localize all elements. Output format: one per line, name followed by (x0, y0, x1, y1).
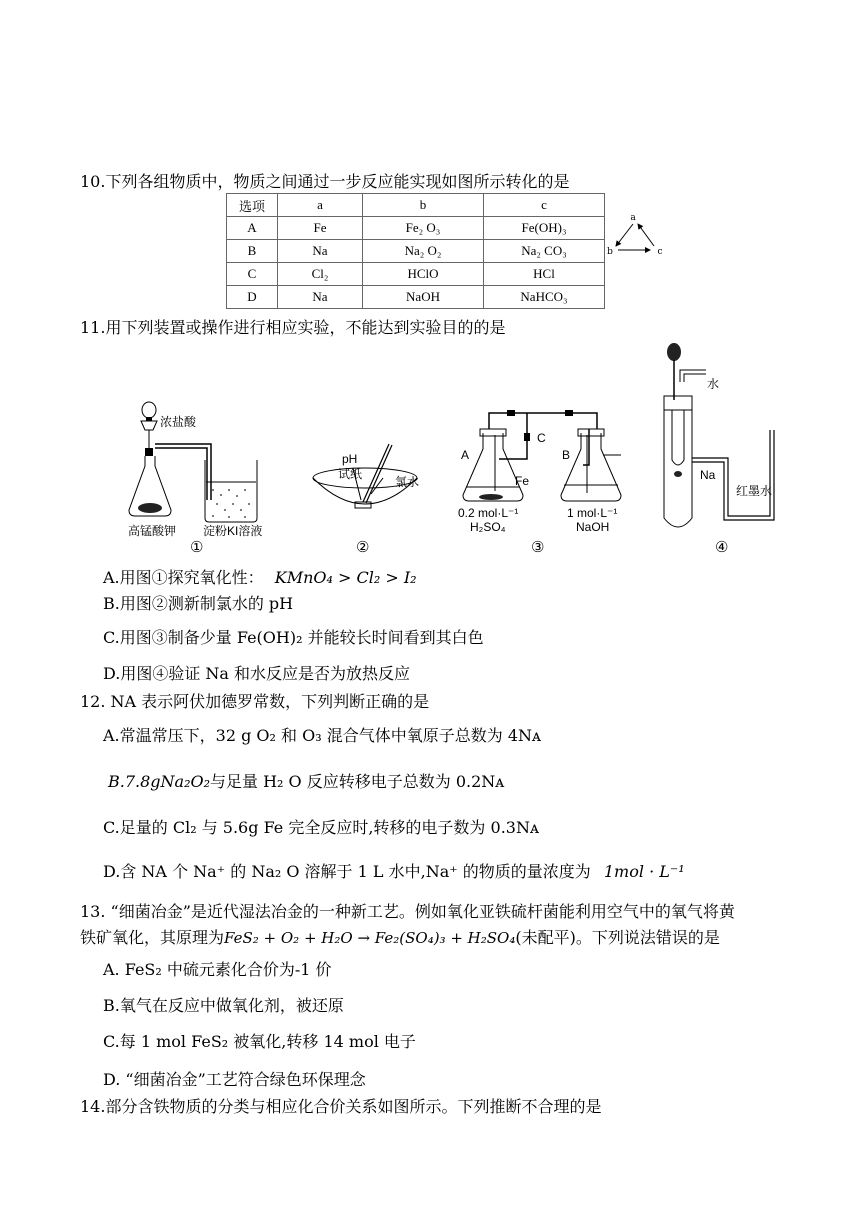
fig3-label-a: A (461, 448, 470, 462)
table-cell: Na₂ CO₃ (484, 240, 605, 263)
q10-options-table (226, 193, 605, 309)
fig4-label-water: 水 (707, 377, 720, 391)
q11-stem: 11.用下列装置或操作进行相应实验，不能达到实验目的的是 (80, 318, 506, 337)
q11-option-a-math: KMnO₄ > Cl₂ > I₂ (274, 568, 417, 587)
q13-option-d: D. “细菌冶金”工艺符合绿色环保理念 (103, 1070, 366, 1089)
q11-option-b: B.用图②测新制氯水的 pH (103, 594, 294, 613)
apparatus-figure-3 (455, 405, 630, 505)
q11-option-a-text: A.用图①探究氧化性： (103, 568, 264, 587)
q11-option-c: C.用图③制备少量 Fe(OH)₂ 并能较长时间看到其白色 (103, 628, 484, 647)
q13-equation: FeS₂ + O₂ + H₂O → Fe₂(SO₄)₃ + H₂SO₄ (224, 929, 516, 947)
q12-option-d-math: 1mol · L⁻¹ (603, 862, 685, 881)
table-row (227, 217, 605, 240)
table-cell: B (227, 240, 278, 263)
node-c: c (657, 247, 663, 257)
table-cell: C (227, 263, 278, 286)
fig3-label-c: C (537, 431, 546, 445)
table-cell: Fe(OH)₃ (484, 217, 605, 240)
fig2-label-chlorine-water: 氯水 (395, 475, 420, 489)
fig4-label-ink: 红墨水 (736, 484, 773, 498)
fig2-number: ② (356, 538, 370, 556)
table-row (227, 240, 605, 263)
q12-option-c: C.足量的 Cl₂ 与 5.6g Fe 完全反应时,转移的电子数为 0.3Nᴀ (103, 818, 540, 837)
fig3-label-left-acid: H₂SO₄ (470, 520, 506, 534)
q13-option-c: C.每 1 mol FeS₂ 被氧化,转移 14 mol 电子 (103, 1032, 416, 1051)
table-row (227, 263, 605, 286)
q12-option-d (103, 862, 685, 882)
q14-stem: 14.部分含铁物质的分类与相应化合价关系如图所示。下列推断不合理的是 (80, 1097, 602, 1116)
q13-stem-tail: (未配平)。下列说法错误的是 (515, 928, 720, 947)
table-header-row (227, 194, 605, 217)
table-header: a (278, 194, 363, 217)
fig2-label-paper: 试纸 (338, 467, 363, 481)
q11-option-d: D.用图④验证 Na 和水反应是否为放热反应 (103, 664, 411, 683)
fig1-number: ① (190, 538, 204, 556)
q12-option-b-text: 与足量 H₂ O 反应转移电子总数为 0.2Nᴀ (210, 772, 505, 791)
table-cell: NaHCO₃ (484, 286, 605, 309)
table-header: c (484, 194, 605, 217)
apparatus-figure-4 (650, 340, 790, 540)
fig1-label-kmno4: 高锰酸钾 (128, 524, 177, 538)
table-cell: Fe₂ O₃ (363, 217, 484, 240)
fig4-number: ④ (715, 538, 729, 556)
table-cell: Cl₂ (278, 263, 363, 286)
q12-option-b-math: B.7.8gNa₂O₂ (108, 772, 211, 791)
q13-option-b: B.氧气在反应中做氧化剂，被还原 (103, 996, 344, 1015)
q12-option-b (108, 772, 504, 792)
table-header: b (363, 194, 484, 217)
table-cell: A (227, 217, 278, 240)
q13-stem-line2 (80, 928, 720, 948)
fig3-label-b: B (562, 448, 571, 462)
q12-option-a: A.常温常压下，32 g O₂ 和 O₃ 混合气体中氧原子总数为 4Nᴀ (103, 726, 542, 745)
table-cell: HClO (363, 263, 484, 286)
fig3-number: ③ (531, 538, 545, 556)
q13-stem-text: 铁矿氧化，其原理为 (80, 928, 225, 947)
table-cell: Na (278, 286, 363, 309)
apparatus-figure-1 (125, 400, 285, 530)
node-a: a (630, 213, 636, 223)
q12-stem: 12. NA 表示阿伏加德罗常数，下列判断正确的是 (80, 692, 430, 711)
table-row (227, 286, 605, 309)
fig3-label-right-base: NaOH (576, 520, 610, 534)
q13-stem-line1: 13. “细菌冶金”是近代湿法冶金的一种新工艺。例如氧化亚铁硫杆菌能利用空气中的氧气将黄 (80, 902, 735, 921)
fig3-label-right-conc: 1 mol·L⁻¹ (567, 506, 618, 520)
q12-option-d-text: D.含 NA 个 Na⁺ 的 Na₂ O 溶解于 1 L 水中,Na⁺ 的物质的量浓度为 (103, 862, 591, 881)
fig1-label-ki: 淀粉KI溶液 (203, 524, 263, 538)
fig1-label-hcl: 浓盐酸 (160, 415, 197, 429)
table-cell: NaOH (363, 286, 484, 309)
table-cell: Fe (278, 217, 363, 240)
node-b: b (607, 247, 613, 257)
fig3-label-fe: Fe (515, 474, 530, 488)
table-cell: D (227, 286, 278, 309)
q11-option-a (103, 568, 417, 588)
fig3-label-left-conc: 0.2 mol·L⁻¹ (458, 506, 519, 520)
fig2-label-ph: pH (342, 452, 358, 466)
fig4-label-na: Na (700, 468, 716, 482)
table-cell: HCl (484, 263, 605, 286)
table-header: 选项 (227, 194, 278, 217)
table-cell: Na (278, 240, 363, 263)
table-cell: Na₂ O₂ (363, 240, 484, 263)
q13-option-a: A. FeS₂ 中硫元素化合价为-1 价 (103, 960, 332, 979)
q10-stem: 10.下列各组物质中，物质之间通过一步反应能实现如图所示转化的是 (80, 172, 570, 191)
conversion-triangle-diagram (602, 210, 672, 260)
